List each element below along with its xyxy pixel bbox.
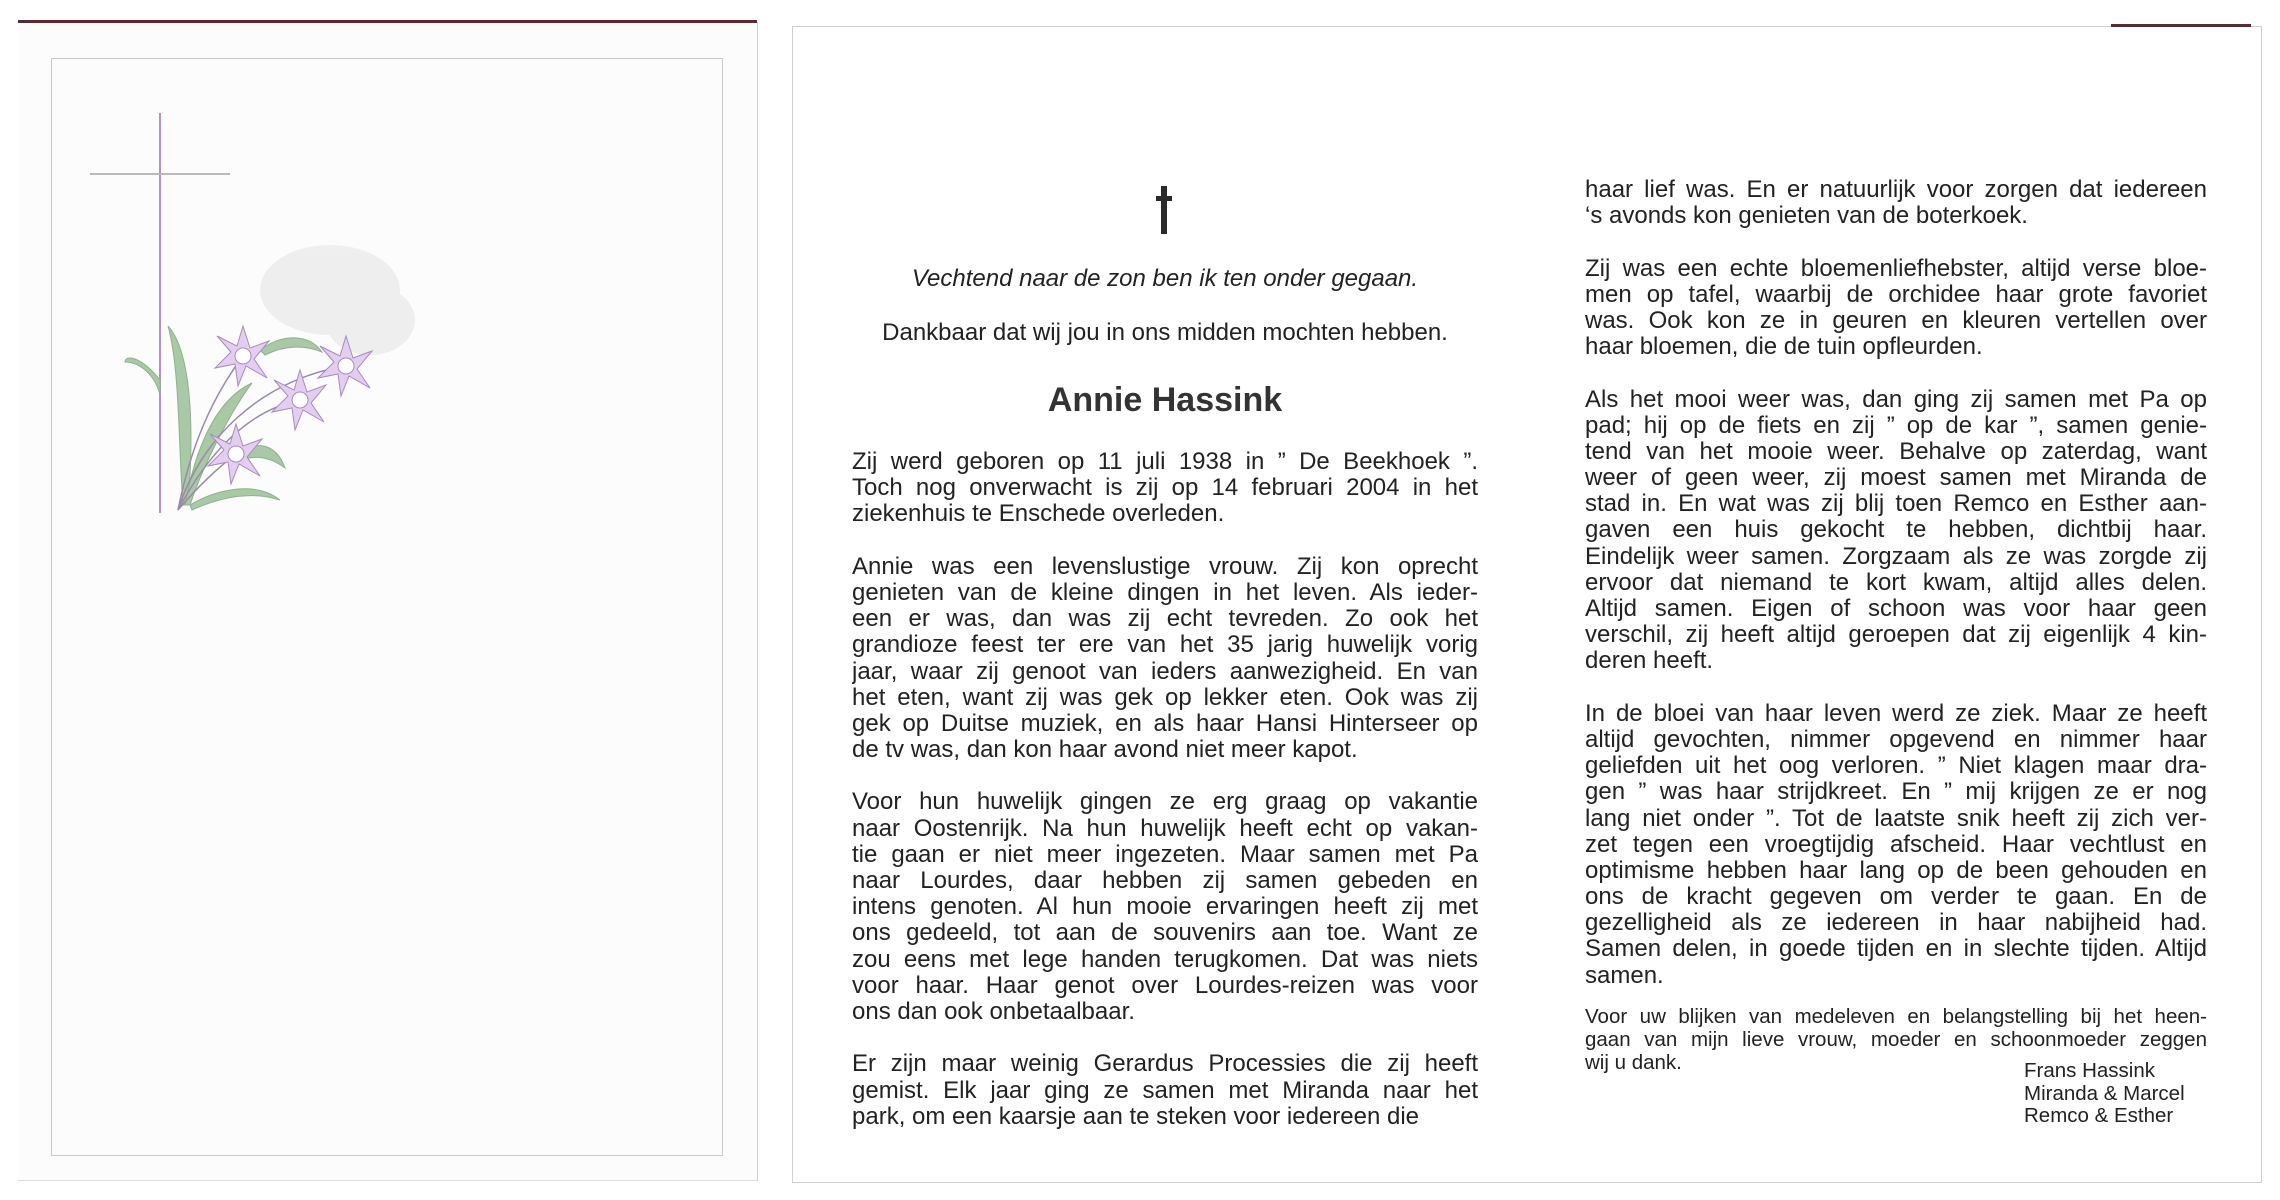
text-line: ‘s avonds kon genieten van de boterkoek. <box>1585 203 2028 230</box>
text-line: het eten, want zij was gek op lekker eten. Ook was zij <box>852 684 1478 711</box>
text-line: gemist. Elk jaar ging ze samen met Miranda naar het <box>852 1077 1478 1104</box>
paragraph <box>1585 177 2207 229</box>
cross-and-flowers-illustration <box>0 0 760 1200</box>
latin-cross-icon <box>1156 186 1172 234</box>
paragraph <box>1585 701 2207 989</box>
text-line: gek op Duitse muziek, en als haar Hansi Hinterseer op <box>852 710 1478 737</box>
card-edge <box>2111 24 2251 27</box>
signers <box>2024 1060 2185 1128</box>
text-line: naar Lourdes, daar hebben zij samen gebeden en <box>852 868 1478 894</box>
text-line: lang niet onder ”. Tot de laatste snik heeft zij zich ver- <box>1585 805 2207 832</box>
paragraph <box>852 1051 1478 1130</box>
text-line: een er was, dan was zij echt tevreden. Zo ook het <box>852 606 1478 633</box>
text-line: men op tafel, waarbij de orchidee haar grote favoriet <box>1585 281 2207 308</box>
text-line: optimisme hebben haar lang op de been gehouden en <box>1585 857 2207 884</box>
closing-line: gaan van mijn lieve vrouw, moeder en schoonmoeder zeggen <box>1585 1028 2207 1051</box>
paragraph <box>852 554 1478 764</box>
text-line: haar bloemen, die de tuin opfleurden. <box>1585 334 1983 361</box>
text-line: Toch nog onverwacht is zij op 14 februari 2004 in het <box>852 475 1478 502</box>
left-text-column <box>852 449 1478 1156</box>
text-line: pad; hij op de fiets en zij ” op de kar ”, samen genie- <box>1585 412 2207 439</box>
text-line: ervoor dat niemand te kort kwam, altijd alles delen. <box>1585 569 2207 596</box>
text-line: Samen delen, in goede tijden en in slechte tijden. Altijd <box>1585 936 2207 963</box>
text-line: zou eens met lege handen terugkomen. Dat was niets <box>852 946 1478 973</box>
text-line: ons de kracht gegeven om verder te gaan. En de <box>1585 884 2207 911</box>
motto: Vechtend naar de zon ben ik ten onder gegaan. <box>911 265 1419 292</box>
text-line: tie gaan er niet meer ingezeten. Maar samen met Pa <box>852 841 1478 868</box>
paragraph <box>852 449 1478 528</box>
right-text-column <box>1585 177 2207 1015</box>
text-line: Annie was een levenslustige vrouw. Zij kon oprecht <box>852 553 1478 580</box>
paragraph <box>1585 387 2207 675</box>
text-line: Er zijn maar weinig Gerardus Processies die zij heeft <box>852 1051 1478 1078</box>
text-line: park, om een kaarsje aan te steken voor iedereen die <box>852 1103 1420 1130</box>
thanks-line: Dankbaar dat wij jou in ons midden mochten hebben. <box>882 319 1448 346</box>
text-line: grandioze feest ter ere van het 35 jarig huwelijk vorig <box>852 632 1478 659</box>
text-line: jaar, waar zij genoot van ieders aanwezigheid. En van <box>852 658 1478 685</box>
text-line: genieten van de kleine dingen in het leven. Als ieder- <box>852 579 1478 606</box>
text-line: gen ” was haar strijdkreet. En ” mij krijgen ze er nog <box>1585 779 2207 806</box>
text-line: deren heeft. <box>1585 648 1714 675</box>
text-line: was. Ook kon ze in geuren en kleuren vertellen over <box>1585 307 2207 334</box>
closing-line: wij u dank. <box>1585 1051 1682 1074</box>
text-line: geliefden uit het oog verloren. ” Niet klagen maar dra- <box>1585 753 2207 780</box>
stems <box>178 356 346 510</box>
signer-name: Remco & Esther <box>2024 1104 2174 1127</box>
closing-line: Voor uw blijken van medeleven en belangstelling bij het heen- <box>1585 1005 2207 1028</box>
text-line: Eindelijk weer samen. Zorgzaam als ze was zorgde zij <box>1585 543 2207 570</box>
leaves <box>125 326 322 510</box>
text-line: naar Oostenrijk. Na hun huwelijk heeft echt op vakan- <box>852 815 1478 842</box>
signer-name: Miranda & Marcel <box>2024 1081 2185 1105</box>
text-line: weer of geen weer, zij moest samen met Miranda de <box>1585 465 2207 492</box>
text-line: Als het mooi weer was, dan ging zij samen met Pa op <box>1585 386 2207 413</box>
text-line: ons gedeeld, tot aan de souvenirs aan toe. Want ze <box>852 920 1478 947</box>
paragraph <box>852 789 1478 1025</box>
text-line: altijd gevochten, nimmer opgevend en nimmer haar <box>1585 726 2207 753</box>
text-line: Zij was een echte bloemenliefhebster, altijd verse bloe- <box>1585 255 2207 282</box>
text-line: gezelligheid als ze iedereen in haar nabijheid had. <box>1585 910 2207 937</box>
text-line: haar lief was. En er natuurlijk voor zorgen dat iedereen <box>1585 177 2207 203</box>
text-line: samen. <box>1585 962 1664 989</box>
signer-name: Frans Hassink <box>2024 1059 2156 1082</box>
text-line: Voor hun huwelijk gingen ze erg graag op vakantie <box>852 789 1478 816</box>
text-line: tend van het mooie weer. Behalve op zaterdag, want <box>1585 438 2207 465</box>
text-line: de tv was, dan kon haar avond niet meer kapot. <box>852 737 1358 764</box>
text-line: intens genoten. Al hun mooie ervaringen heeft zij met <box>852 894 1478 921</box>
text-line: Altijd samen. Eigen of schoon was voor haar geen <box>1585 596 2207 622</box>
paragraph <box>1585 256 2207 361</box>
text-line: gaven een huis gekocht te hebben, dichtbij haar. <box>1585 517 2207 544</box>
text-line: verschil, zij heeft altijd geroepen dat zij eigenlijk 4 kin- <box>1585 622 2207 649</box>
text-line: stad in. En wat was zij blij toen Remco en Esther aan- <box>1585 491 2207 518</box>
text-line: ziekenhuis te Enschede overleden. <box>852 501 1225 528</box>
text-line: In de bloei van haar leven werd ze ziek. Maar ze heeft <box>1585 700 2207 727</box>
text-line: zet tegen een vroegtijdig afscheid. Haar vechtlust en <box>1585 831 2207 858</box>
text-line: Zij werd geboren op 11 juli 1938 in ” De Beekhoek ”. <box>852 449 1478 475</box>
deceased-name: Annie Hassink <box>1047 381 1283 419</box>
text-line: ons dan ook onbetaalbaar. <box>852 998 1135 1025</box>
text-line: voor haar. Haar genot over Lourdes-reizen was voor <box>852 972 1478 999</box>
